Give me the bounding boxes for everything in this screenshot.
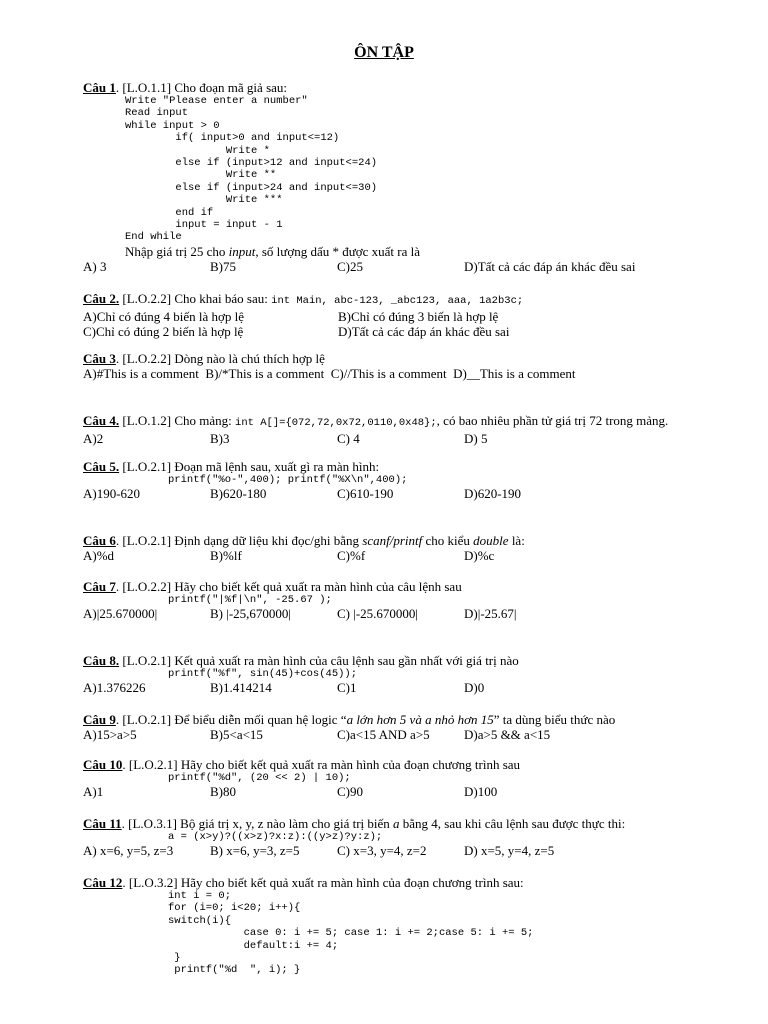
option-d: D) 5 xyxy=(464,431,488,446)
option-b: B)%lf xyxy=(210,548,242,563)
question-number: Câu 8. xyxy=(83,653,120,668)
question-11-code: a = (x>y)?((x>z)?x:z):((y>z)?y:z); xyxy=(168,831,383,843)
option-c: C)610-190 xyxy=(337,486,394,502)
question-number: Câu 12 xyxy=(83,875,123,890)
option-c: C) x=3, y=4, z=2 xyxy=(337,843,427,859)
option-b: B)5<a<15 xyxy=(210,727,263,742)
option-b: B)80 xyxy=(210,784,236,800)
option-d: D) x=5, y=4, z=5 xyxy=(464,843,555,859)
question-3-options xyxy=(83,366,576,381)
question-7 xyxy=(83,579,591,621)
question-10-header: Câu 10. [L.O.2.1] Hãy cho biết kết quả xuất ra màn hình của đoạn chương trình sau xyxy=(83,757,521,772)
question-4 xyxy=(83,413,668,446)
question-8-options xyxy=(83,680,591,695)
question-1 xyxy=(83,80,636,274)
question-3-header: Câu 3. [L.O.2.2] Dòng nào là chú thích hợp lệ xyxy=(83,351,325,366)
option-b: B)75 xyxy=(210,258,236,274)
question-6 xyxy=(83,533,591,563)
question-2 xyxy=(83,291,523,339)
question-6-options xyxy=(83,548,591,563)
option-d: D)|-25.67| xyxy=(464,606,517,622)
option-d: D)%c xyxy=(464,548,495,563)
option-c: C)25 xyxy=(337,258,363,274)
option-a: A) 3 xyxy=(83,258,107,274)
question-4-options xyxy=(83,431,668,446)
option-a: A)1.376226 xyxy=(83,680,146,696)
question-8 xyxy=(83,653,591,695)
option-b: B)620-180 xyxy=(210,486,267,502)
question-number: Câu 9 xyxy=(83,712,116,727)
question-7-code: printf("|%f|\n", -25.67 ); xyxy=(168,594,332,606)
question-5-code: printf("%o-",400); printf("%X\n",400); xyxy=(168,474,408,486)
option-b: B)/*This is a comment xyxy=(205,366,325,381)
question-5-options xyxy=(83,486,591,501)
question-5-header: Câu 5. [L.O.2.1] Đoạn mã lệnh sau, xuất gì ra màn hình: xyxy=(83,459,380,474)
question-4-header: Câu 4. [L.O.1.2] Cho mảng: int A[]={072,72,0x72,0110,0x48};, có bao nhiêu phần tử giá trị 72 trong mảng. xyxy=(83,413,669,429)
option-a: A)2 xyxy=(83,431,104,446)
question-2-options-row2 xyxy=(83,324,523,339)
option-c: C) |-25.670000| xyxy=(337,606,419,622)
question-5 xyxy=(83,459,591,501)
question-9-options xyxy=(83,727,615,742)
question-8-header: Câu 8. [L.O.2.1] Kết quả xuất ra màn hình của câu lệnh sau gần nhất với giá trị nào xyxy=(83,653,519,668)
question-1-code: Write "Please enter a number" Read input while input > 0 if( input>0 and input<=12) Write * else if (input>12 and input<=24) Write ** else if (input>24 and input<=30) Write *** end if input = input - 1 End while xyxy=(125,95,378,244)
question-2-header: Câu 2. [L.O.2.2] Cho khai báo sau: int Main, abc-123, _abc123, aaa, 1a2b3c; xyxy=(83,291,524,307)
question-10-options xyxy=(83,784,591,799)
question-number: Câu 7 xyxy=(83,579,116,594)
question-11-header: Câu 11. [L.O.3.1] Bộ giá trị x, y, z nào làm cho giá trị biến a bằng 4, sau khi câu lệnh sau được thực thi: xyxy=(83,816,626,831)
option-a: A)%d xyxy=(83,548,115,563)
option-c: C) 4 xyxy=(337,431,360,446)
question-2-options-row1 xyxy=(83,309,523,324)
question-number: Câu 4. xyxy=(83,413,120,428)
option-b: B)1.414214 xyxy=(210,680,272,696)
option-a: A)1 xyxy=(83,784,104,800)
option-a: A)|25.670000| xyxy=(83,606,158,622)
option-b: B)Chỉ có đúng 3 biến là hợp lệ xyxy=(338,309,499,324)
question-7-header: Câu 7. [L.O.2.2] Hãy cho biết kết quả xuất ra màn hình của câu lệnh sau xyxy=(83,579,462,594)
option-c: C)1 xyxy=(337,680,357,696)
question-12-code: int i = 0; for (i=0; i<20; i++){ switch(i){ case 0: i += 5; case 1: i += 2;case 5: i += 5; default:i += 4; } printf("%d ", i); } xyxy=(168,890,534,977)
question-8-code: printf("%f", sin(45)+cos(45)); xyxy=(168,668,358,680)
question-6-header: Câu 6. [L.O.2.1] Định dạng dữ liệu khi đọc/ghi bằng scanf/printf cho kiểu double là: xyxy=(83,533,525,548)
option-b: B) x=6, y=3, z=5 xyxy=(210,843,300,859)
option-d: D)a>5 && a<15 xyxy=(464,727,551,742)
question-number: Câu 3 xyxy=(83,351,116,366)
question-11 xyxy=(83,816,625,858)
option-c: C)a<15 AND a>5 xyxy=(337,727,430,742)
option-a: A)Chỉ có đúng 4 biến là hợp lệ xyxy=(83,309,245,324)
question-1-prompt: Nhập giá trị 25 cho input, số lượng dấu * được xuất ra là xyxy=(125,243,421,259)
option-b: B)3 xyxy=(210,431,230,446)
question-11-options xyxy=(83,843,625,858)
question-number: Câu 6 xyxy=(83,533,116,548)
option-c: C)90 xyxy=(337,784,363,800)
question-12-header: Câu 12. [L.O.3.2] Hãy cho biết kết quả xuất ra màn hình của đoạn chương trình sau: xyxy=(83,875,524,890)
option-d: D)Tất cả các đáp án khác đều sai xyxy=(338,324,510,339)
option-c: C)%f xyxy=(337,548,366,563)
question-10-code: printf("%d", (20 << 2) | 10); xyxy=(168,772,351,784)
question-7-options xyxy=(83,606,591,621)
question-number: Câu 5. xyxy=(83,459,120,474)
option-c: C)//This is a comment xyxy=(330,366,447,381)
option-a: A) x=6, y=5, z=3 xyxy=(83,843,174,859)
question-number: Câu 2. xyxy=(83,291,120,306)
question-12 xyxy=(83,875,533,977)
option-c: C)Chỉ có đúng 2 biến là hợp lệ xyxy=(83,324,244,339)
question-number: Câu 10 xyxy=(83,757,123,772)
option-a: A)15>a>5 xyxy=(83,727,137,742)
question-1-options xyxy=(83,258,636,274)
option-a: A)#This is a comment xyxy=(83,366,199,381)
question-9 xyxy=(83,712,615,742)
question-number: Câu 1 xyxy=(83,80,116,95)
option-d: D)Tất cả các đáp án khác đều sai xyxy=(464,258,636,274)
page-title: ÔN TẬP xyxy=(354,44,414,61)
question-3 xyxy=(83,351,576,381)
option-d: D)620-190 xyxy=(464,486,522,502)
option-d: D)100 xyxy=(464,784,498,800)
option-b: B) |-25,670000| xyxy=(210,606,292,622)
question-10 xyxy=(83,757,591,799)
question-9-header: Câu 9. [L.O.2.1] Để biểu diễn mối quan hệ logic “a lớn hơn 5 và a nhỏ hơn 15” ta dùng biểu thức nào xyxy=(83,712,616,727)
option-a: A)190-620 xyxy=(83,486,141,502)
question-1-header: Câu 1. [L.O.1.1] Cho đoạn mã giả sau: xyxy=(83,80,288,95)
option-d: D)__This is a comment xyxy=(453,366,576,381)
question-number: Câu 11 xyxy=(83,816,122,831)
option-d: D)0 xyxy=(464,680,485,696)
